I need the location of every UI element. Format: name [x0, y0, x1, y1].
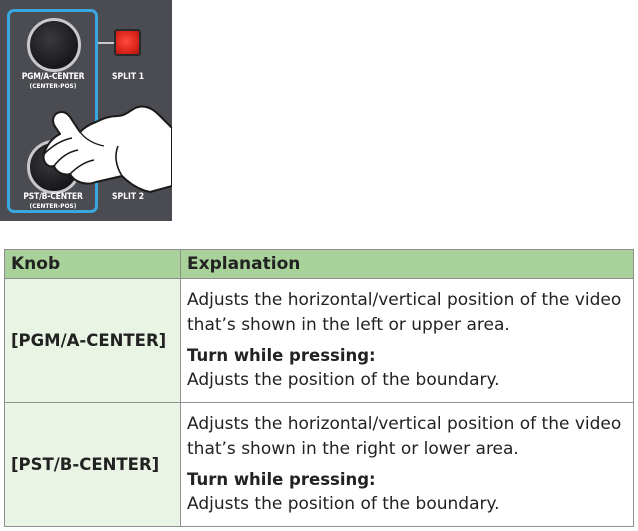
header-explanation: Explanation: [181, 250, 634, 279]
split2-label: SPLIT 2: [112, 192, 145, 202]
header-knob: Knob: [5, 250, 181, 279]
press-text: Adjusts the position of the boundary.: [187, 494, 500, 514]
knob-explanation-table: [4, 249, 634, 527]
knob-name-cell: [PST/B-CENTER]: [5, 403, 181, 527]
table-header-row: [5, 250, 634, 279]
press-heading: Turn while pressing:: [187, 346, 376, 365]
press-text: Adjusts the position of the boundary.: [187, 370, 500, 390]
pgm-a-center-knob-label: PGM/A-CENTER: [21, 72, 85, 82]
press-heading: Turn while pressing:: [187, 470, 376, 489]
explanation-text: Adjusts the horizontal/vertical position of the video that’s shown in the left or upper area.: [187, 290, 622, 335]
device-panel-illustration: [0, 0, 172, 221]
pst-b-center-knob-label: PST/B-CENTER: [23, 192, 83, 202]
hand-icon: [0, 0, 172, 221]
knob-name-cell: [PGM/A-CENTER]: [5, 279, 181, 403]
pst-b-center-knob-sublabel: (CENTER-POS): [29, 202, 77, 210]
pgm-a-center-knob-sublabel: (CENTER-POS): [29, 82, 77, 90]
explanation-text: Adjusts the horizontal/vertical position of the video that’s shown in the right or lower area.: [187, 414, 622, 459]
explanation-cell: [181, 403, 634, 527]
table-row: [5, 279, 634, 403]
table-row: [5, 403, 634, 527]
split1-label: SPLIT 1: [112, 72, 145, 82]
explanation-cell: [181, 279, 634, 403]
